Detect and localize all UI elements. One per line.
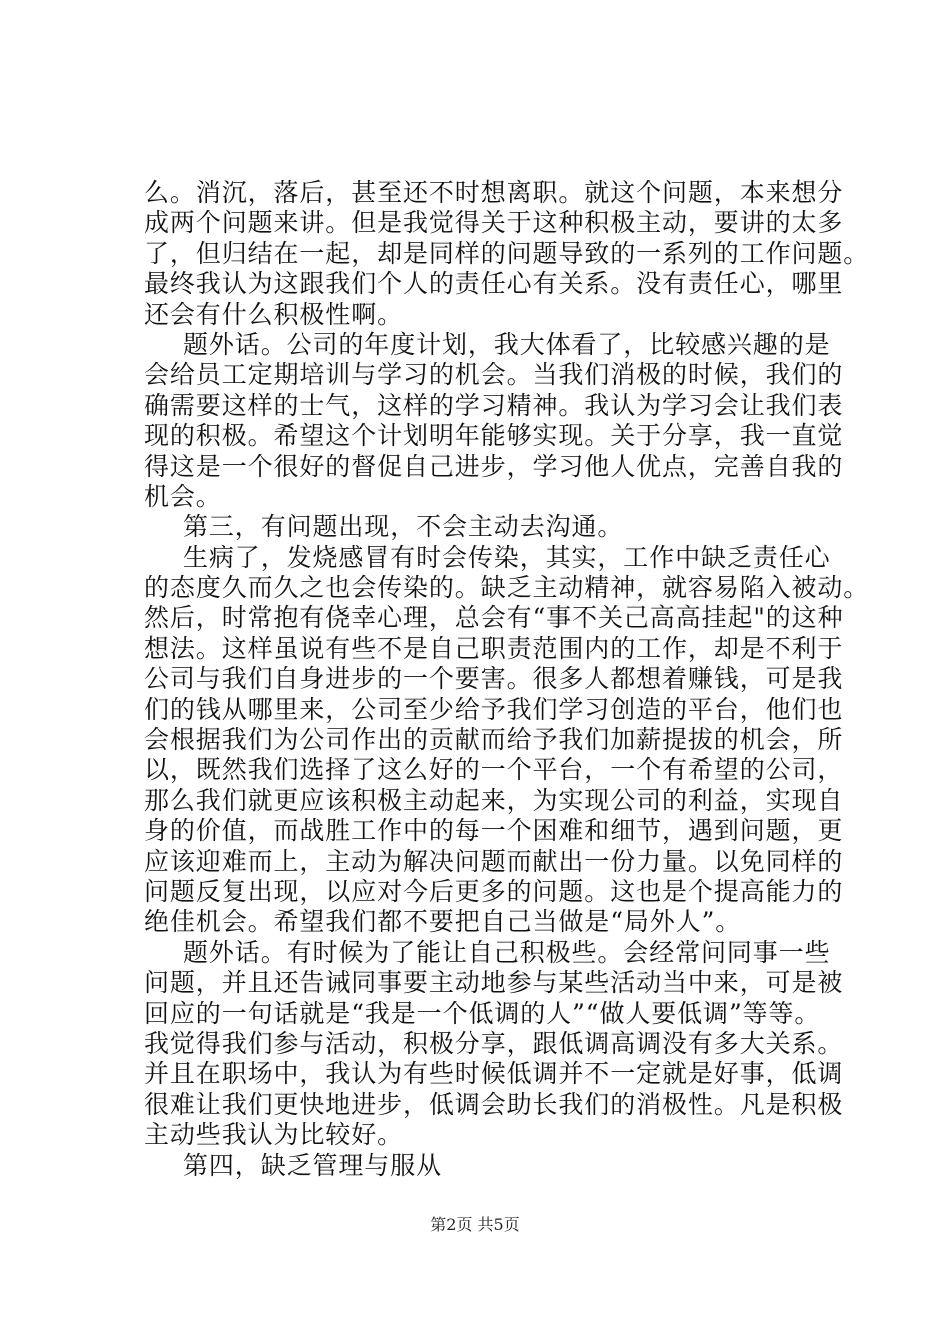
text-line: 的态度久而久之也会传染的。缺乏主动精神，就容易陷入被动。 — [144, 573, 870, 603]
text-line: 机会。 — [144, 481, 222, 511]
text-line: 么。消沉，落后，甚至还不时想离职。就这个问题，本来想分 — [144, 178, 844, 207]
text-line: 然后，时常抱有侥幸心理，总会有“事不关己高高挂起"的这种 — [144, 603, 844, 633]
text-line: 身的价值，而战胜工作中的每一个困难和细节，遇到问题，更 — [144, 816, 844, 846]
text-line: 还会有什么积极性啊。 — [144, 299, 404, 329]
text-line: 题外话。有时候为了能让自己积极些。会经常问同事一些 — [183, 937, 831, 967]
text-line: 确需要这样的士气，这样的学习精神。我认为学习会让我们表 — [144, 390, 844, 420]
text-line: 想法。这样虽说有些不是自己职责范围内的工作，却是不利于 — [144, 633, 844, 663]
text-line: 了，但归结在一起，却是同样的问题导致的一系列的工作问题。 — [144, 238, 870, 268]
text-line: 题外话。公司的年度计划，我大体看了，比较感兴趣的是 — [183, 329, 831, 359]
text-line: 成两个问题来讲。但是我觉得关于这种积极主动，要讲的太多 — [144, 208, 844, 238]
text-line: 现的积极。希望这个计划明年能够实现。关于分享，我一直觉 — [144, 421, 844, 451]
document-body — [144, 178, 870, 1181]
text-line: 应该迎难而上，主动为解决问题而献出一份力量。以免同样的 — [144, 846, 844, 876]
text-line: 问题反复出现，以应对今后更多的问题。这也是个提高能力的 — [144, 876, 844, 906]
text-line: 并且在职场中，我认为有些时候低调并不一定就是好事，低调 — [144, 1059, 844, 1089]
text-line: 第三，有问题出现，不会主动去沟通。 — [183, 512, 624, 542]
text-line: 绝佳机会。希望我们都不要把自己当做是“局外人”。 — [144, 907, 742, 937]
text-line: 很难让我们更快地进步，低调会助长我们的消极性。凡是积极 — [144, 1089, 844, 1119]
text-line: 会根据我们为公司作出的贡献而给予我们加薪提拔的机会，所 — [144, 725, 844, 755]
text-line: 那么我们就更应该积极主动起来，为实现公司的利益，实现自 — [144, 785, 844, 815]
page-footer — [0, 1215, 950, 1235]
text-line: 生病了，发烧感冒有时会传染，其实，工作中缺乏责任心 — [183, 542, 831, 572]
text-line: 回应的一句话就是“我是一个低调的人”“做人要低调”等等。 — [144, 998, 821, 1028]
text-line: 得这是一个很好的督促自己进步，学习他人优点，完善自我的 — [144, 451, 844, 481]
text-line: 公司与我们自身进步的一个要害。很多人都想着赚钱，可是我 — [144, 664, 844, 694]
text-line: 们的钱从哪里来，公司至少给予我们学习创造的平台，他们也 — [144, 694, 844, 724]
text-line: 主动些我认为比较好。 — [144, 1120, 404, 1150]
text-line: 会给员工定期培训与学习的机会。当我们消极的时候，我们的 — [144, 360, 844, 390]
page-number-label: 第2页 共5页 — [430, 1215, 520, 1234]
text-line: 最终我认为这跟我们个人的责任心有关系。没有责任心，哪里 — [144, 269, 844, 299]
text-line: 以，既然我们选择了这么好的一个平台，一个有希望的公司， — [144, 755, 844, 785]
text-line: 第四，缺乏管理与服从 — [183, 1150, 443, 1180]
text-line: 我觉得我们参与活动，积极分享，跟低调高调没有多大关系。 — [144, 1028, 844, 1058]
text-line: 问题，并且还告诫同事要主动地参与某些活动当中来，可是被 — [144, 968, 844, 998]
